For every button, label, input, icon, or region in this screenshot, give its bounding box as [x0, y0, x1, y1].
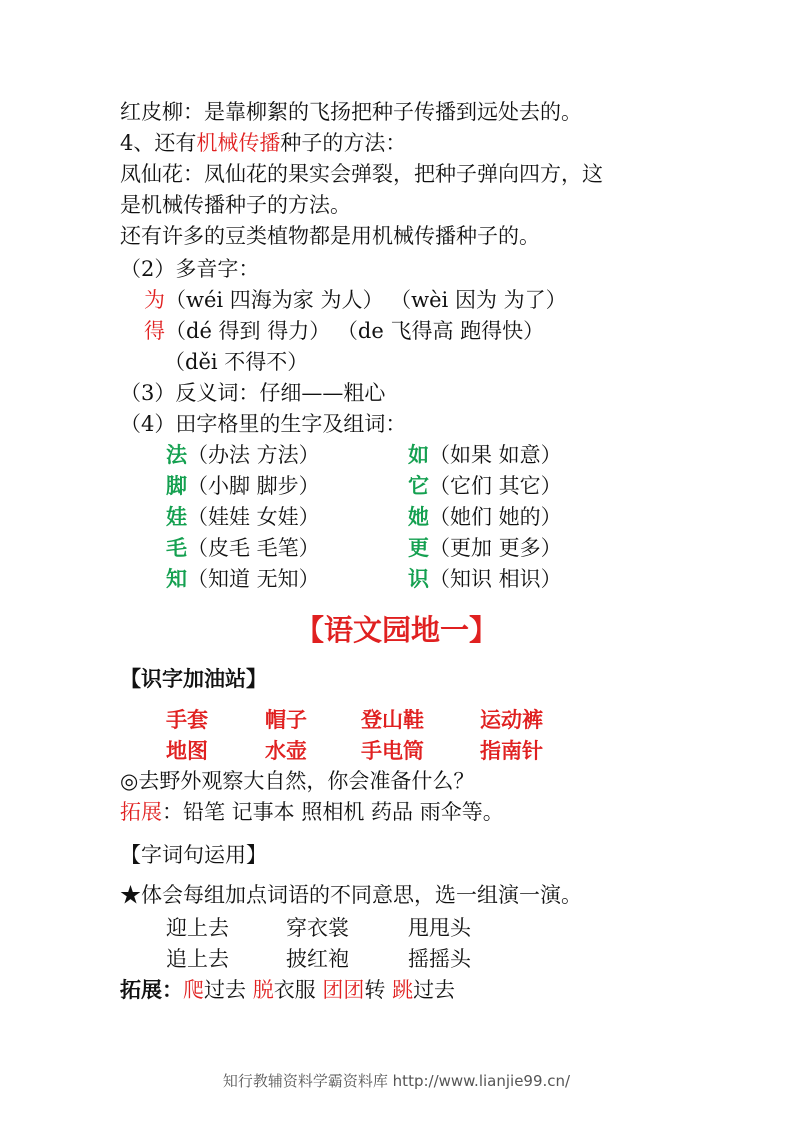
extension-word: 转 [364, 978, 386, 1002]
extension-line [120, 797, 504, 827]
highlight-text: 机械传播 [196, 131, 281, 155]
polyphone-line [144, 285, 567, 315]
vocab-word: 登山鞋 [361, 708, 424, 732]
polyphone-char: 为 [144, 288, 165, 312]
grid-cell: 它（它们 其它） [408, 473, 562, 498]
highlight-char: 脱 [252, 978, 274, 1002]
text-line: 凤仙花：凤仙花的果实会弹裂，把种子弹向四方，这 [120, 162, 603, 186]
vocab-word: 手电筒 [361, 739, 424, 763]
text-line [120, 128, 406, 158]
vocab-word: 手套 [166, 708, 208, 732]
vocab-word: 运动裤 [480, 708, 543, 732]
grid-cell: 如（如果 如意） [408, 442, 562, 467]
text-segment: 4、还有 [120, 131, 197, 155]
text-line: 还有许多的豆类植物都是用机械传播种子的。 [120, 224, 540, 248]
text-segment: 种子的方法： [280, 131, 407, 155]
vocab-word: 帽子 [265, 708, 307, 732]
polyphone-line: （děi 不得不） [164, 350, 309, 374]
text-line: 红皮柳：是靠柳絮的飞扬把种子传播到远处去的。 [120, 100, 582, 124]
task-line: ★体会每组加点词语的不同意思，选一组演一演。 [120, 883, 582, 907]
grid-cell: 更（更加 更多） [408, 535, 562, 560]
grid-cell: 法（办法 方法） [166, 442, 320, 467]
grid-cell: 娃（娃娃 女娃） [166, 504, 320, 529]
subsection-label: 【字词句运用】 [120, 843, 267, 867]
practice-word: 甩甩头 [408, 916, 471, 940]
practice-word: 穿衣裳 [286, 916, 349, 940]
polyphone-words: （dé 得到 得力） （de 飞得高 跑得快） [165, 319, 545, 343]
highlight-char: 团团 [322, 978, 365, 1002]
vocab-word: 水壶 [265, 739, 307, 763]
extension-line: 拓展：爬过去 脱衣服 团团转 跳过去 [120, 977, 456, 1002]
extension-word: 衣服 [273, 978, 316, 1002]
polyphone-words: （wéi 四海为家 为人） （wèi 因为 为了） [165, 288, 567, 312]
extension-word: 过去 [413, 978, 456, 1002]
practice-word: 迎上去 [166, 916, 229, 940]
practice-word: 追上去 [166, 947, 229, 971]
highlight-char: 爬 [183, 978, 204, 1002]
section-title: 【语文园地一】 [294, 613, 498, 647]
extension-label: 拓展 [120, 977, 162, 1002]
text-line: （3）反义词：仔细——粗心 [120, 381, 386, 405]
grid-cell: 她（她们 她的） [408, 504, 562, 529]
grid-cell: 毛（皮毛 毛笔） [166, 535, 320, 560]
practice-word: 披红袍 [286, 947, 349, 971]
text-line: 是机械传播种子的方法。 [120, 193, 351, 217]
text-line: （2）多音字： [120, 257, 260, 281]
highlight-char: 跳 [392, 978, 414, 1002]
polyphone-line [144, 316, 544, 346]
grid-cell: 识（知识 相识） [408, 566, 562, 591]
question-line: ◎去野外观察大自然，你会准备什么？ [120, 769, 475, 793]
vocab-word: 指南针 [480, 739, 543, 763]
page-footer: 知行教辅资料学霸资料库 http://www.lianjie99.cn/ [222, 1072, 571, 1090]
extension-text: ：铅笔 记事本 照相机 药品 雨伞等。 [162, 800, 504, 824]
polyphone-char: 得 [144, 319, 165, 343]
extension-word: 过去 [204, 978, 246, 1002]
subsection-label: 【识字加油站】 [120, 667, 267, 691]
vocab-word: 地图 [166, 739, 208, 763]
grid-cell: 知（知道 无知） [166, 566, 320, 591]
extension-label: 拓展 [120, 800, 162, 824]
practice-word: 摇摇头 [408, 947, 471, 971]
grid-cell: 脚（小脚 脚步） [166, 473, 320, 498]
text-line: （4）田字格里的生字及组词： [120, 412, 407, 436]
